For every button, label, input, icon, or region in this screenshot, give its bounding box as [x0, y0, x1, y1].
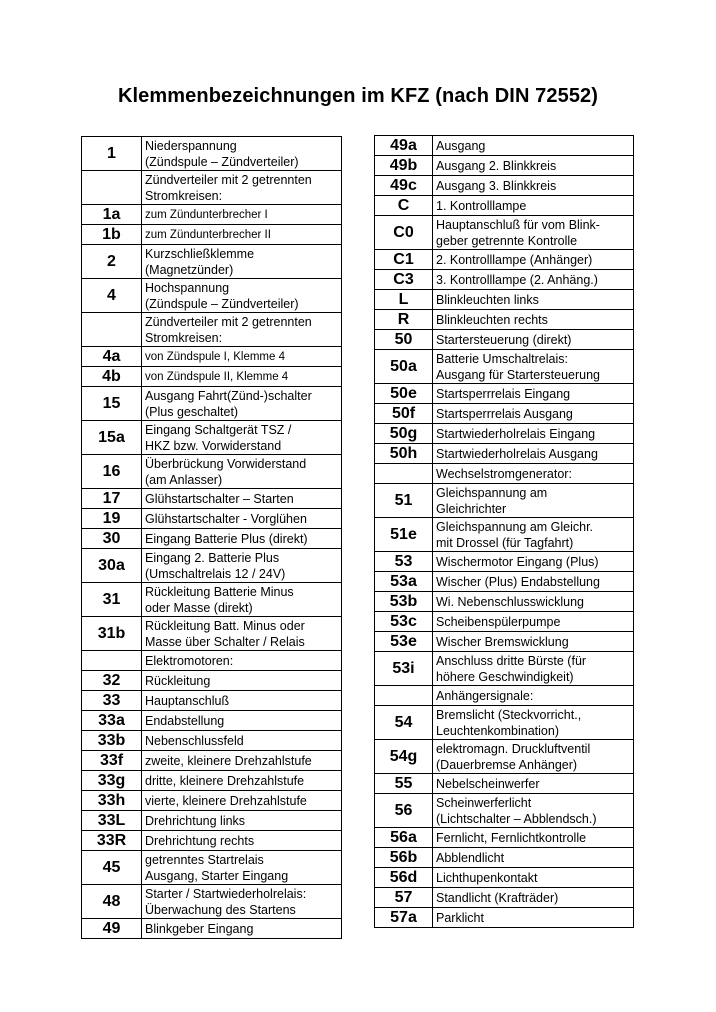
description-line: Lichthupenkontakt [436, 870, 538, 885]
section-heading [142, 171, 342, 205]
description-line: Eingang 2. Batterie Plus [145, 550, 280, 565]
terminal-row [375, 156, 634, 176]
description-line: (Zündspule – Zündverteiler) [145, 296, 299, 311]
right-terminal-table [374, 135, 634, 928]
terminal-row [82, 831, 342, 851]
terminal-code: 51 [375, 484, 433, 518]
terminal-description [433, 424, 634, 444]
terminal-code: 33L [82, 811, 142, 831]
terminal-row [82, 529, 342, 549]
terminal-code: 33 [82, 691, 142, 711]
terminal-description [142, 421, 342, 455]
terminal-row [82, 711, 342, 731]
terminal-row [82, 919, 342, 939]
description-line: Stromkreisen: [145, 188, 223, 203]
terminal-row [375, 424, 634, 444]
description-line: von Zündspule I, Klemme 4 [145, 350, 285, 363]
terminal-description [433, 444, 634, 464]
terminal-description [142, 387, 342, 421]
description-line: (Magnetzünder) [145, 262, 234, 277]
terminal-description [142, 919, 342, 939]
terminal-row [375, 592, 634, 612]
description-line: Nebelscheinwerfer [436, 776, 540, 791]
terminal-code: 4 [82, 279, 142, 313]
description-line: Masse über Schalter / Relais [145, 634, 305, 649]
terminal-code: 50a [375, 350, 433, 384]
terminal-row [82, 367, 342, 387]
terminal-row [82, 347, 342, 367]
terminal-code: 33g [82, 771, 142, 791]
terminal-description [433, 270, 634, 290]
description-line: Hochspannung [145, 280, 230, 295]
description-line: Ausgang 2. Blinkkreis [436, 158, 557, 173]
description-line: Überwachung des Startens [145, 902, 296, 917]
description-line: Startwiederholrelais Ausgang [436, 446, 598, 461]
terminal-row [82, 205, 342, 225]
description-line: (Dauerbremse Anhänger) [436, 757, 578, 772]
terminal-code: 51e [375, 518, 433, 552]
terminal-row [82, 549, 342, 583]
terminal-code: 30 [82, 529, 142, 549]
description-line: zweite, kleinere Drehzahlstufe [145, 753, 312, 768]
terminal-code: 56 [375, 794, 433, 828]
terminal-row [375, 404, 634, 424]
terminal-code: 2 [82, 245, 142, 279]
terminal-code [82, 313, 142, 347]
terminal-description [433, 592, 634, 612]
terminal-description [433, 290, 634, 310]
terminal-description [433, 310, 634, 330]
description-line: Hauptanschluß für vom Blink- [436, 217, 600, 232]
terminal-description [433, 404, 634, 424]
terminal-code: 1a [82, 205, 142, 225]
description-line: Hauptanschluß [145, 693, 230, 708]
page-title: Klemmenbezeichnungen im KFZ (nach DIN 72552) [117, 85, 599, 107]
terminal-description [142, 691, 342, 711]
description-line: Rückleitung Batt. Minus oder [145, 618, 305, 633]
terminal-code: 50h [375, 444, 433, 464]
terminal-description [142, 489, 342, 509]
terminal-code: 33h [82, 791, 142, 811]
terminal-description [433, 740, 634, 774]
description-line: 3. Kontrolllampe (2. Anhäng.) [436, 272, 598, 287]
terminal-description [142, 831, 342, 851]
terminal-code: 54g [375, 740, 433, 774]
terminal-code: 31b [82, 617, 142, 651]
terminal-code [82, 171, 142, 205]
terminal-code: 33R [82, 831, 142, 851]
terminal-row [82, 421, 342, 455]
terminal-row [375, 706, 634, 740]
terminal-row [375, 444, 634, 464]
description-line: Elektromotoren: [145, 653, 234, 668]
description-line: zum Zündunterbrecher I [145, 208, 268, 221]
terminal-row [82, 171, 342, 205]
description-line: (Lichtschalter – Abblendsch.) [436, 811, 597, 826]
terminal-description [142, 529, 342, 549]
terminal-row [82, 651, 342, 671]
terminal-code: 55 [375, 774, 433, 794]
description-line: geber getrennte Kontrolle [436, 233, 578, 248]
terminal-row [375, 686, 634, 706]
description-line: Drehrichtung links [145, 813, 246, 828]
terminal-code: R [375, 310, 433, 330]
terminal-description [142, 851, 342, 885]
terminal-description [142, 791, 342, 811]
terminal-code: 50 [375, 330, 433, 350]
terminal-description [433, 652, 634, 686]
terminal-code: 57 [375, 888, 433, 908]
terminal-description [142, 509, 342, 529]
terminal-code: 33f [82, 751, 142, 771]
description-line: Glühstartschalter - Vorglühen [145, 511, 307, 526]
terminal-description [433, 794, 634, 828]
terminal-row [82, 387, 342, 421]
terminal-code: 33a [82, 711, 142, 731]
description-line: Gleichspannung am [436, 485, 548, 500]
terminal-row [375, 612, 634, 632]
terminal-description [142, 731, 342, 751]
terminal-row [375, 572, 634, 592]
terminal-row [375, 216, 634, 250]
description-line: zum Zündunterbrecher II [145, 228, 271, 241]
terminal-code: 4a [82, 347, 142, 367]
terminal-row [82, 771, 342, 791]
terminal-row [82, 731, 342, 751]
description-line: 1. Kontrolllampe [436, 198, 527, 213]
terminal-row [375, 794, 634, 828]
terminal-code: L [375, 290, 433, 310]
description-line: Ausgang 3. Blinkkreis [436, 178, 557, 193]
description-line: Standlicht (Krafträder) [436, 890, 559, 905]
terminal-row [375, 330, 634, 350]
terminal-row [82, 885, 342, 919]
terminal-description [433, 552, 634, 572]
description-line: Wi. Nebenschlusswicklung [436, 594, 584, 609]
terminal-row [375, 828, 634, 848]
terminal-code: 30a [82, 549, 142, 583]
description-line: mit Drossel (für Tagfahrt) [436, 535, 574, 550]
terminal-code: 57a [375, 908, 433, 928]
description-line: Stromkreisen: [145, 330, 223, 345]
terminal-code: C [375, 196, 433, 216]
description-line: Startwiederholrelais Eingang [436, 426, 596, 441]
description-line: Anschluss dritte Bürste (für [436, 653, 587, 668]
terminal-row [82, 455, 342, 489]
terminal-row [375, 774, 634, 794]
terminal-code [82, 651, 142, 671]
terminal-description [142, 367, 342, 387]
terminal-row [82, 851, 342, 885]
terminal-row [82, 509, 342, 529]
terminal-row [375, 740, 634, 774]
terminal-row [375, 464, 634, 484]
terminal-row [375, 552, 634, 572]
description-line: Zündverteiler mit 2 getrennten [145, 314, 312, 329]
description-line: (am Anlasser) [145, 472, 223, 487]
terminal-row [82, 137, 342, 171]
right-table-body [375, 136, 634, 928]
terminal-description [142, 751, 342, 771]
description-line: Parklicht [436, 910, 484, 925]
terminal-row [375, 136, 634, 156]
description-line: (Plus geschaltet) [145, 404, 239, 419]
terminal-row [82, 691, 342, 711]
left-table-body [82, 137, 342, 939]
description-line: HKZ bzw. Vorwiderstand [145, 438, 282, 453]
terminal-code: 33b [82, 731, 142, 751]
terminal-row [375, 290, 634, 310]
terminal-row [375, 310, 634, 330]
terminal-code: 16 [82, 455, 142, 489]
description-line: Niederspannung [145, 138, 237, 153]
terminal-code: 54 [375, 706, 433, 740]
terminal-row [82, 671, 342, 691]
terminal-description [433, 216, 634, 250]
section-heading [142, 313, 342, 347]
terminal-description [142, 205, 342, 225]
description-line: höhere Geschwindigkeit) [436, 669, 574, 684]
terminal-row [375, 250, 634, 270]
terminal-description [433, 632, 634, 652]
description-line: Ausgang Fahrt(Zünd-)schalter [145, 388, 312, 403]
description-line: Endabstellung [145, 713, 225, 728]
description-line: Leuchtenkombination) [436, 723, 559, 738]
description-line: Ausgang, Starter Eingang [145, 868, 289, 883]
terminal-description [142, 279, 342, 313]
description-line: Zündverteiler mit 2 getrennten [145, 172, 312, 187]
description-line: Bremslicht (Steckvorricht., [436, 707, 582, 722]
description-line: Wischermotor Eingang (Plus) [436, 554, 599, 569]
terminal-code: 49a [375, 136, 433, 156]
terminal-row [82, 225, 342, 245]
description-line: Überbrückung Vorwiderstand [145, 456, 307, 471]
terminal-code: 53c [375, 612, 433, 632]
description-line: Fernlicht, Fernlichtkontrolle [436, 830, 587, 845]
description-line: Rückleitung Batterie Minus [145, 584, 294, 599]
description-line: Drehrichtung rechts [145, 833, 255, 848]
description-line: oder Masse (direkt) [145, 600, 253, 615]
terminal-row [375, 176, 634, 196]
description-line: (Zündspule – Zündverteiler) [145, 154, 299, 169]
terminal-description [433, 384, 634, 404]
terminal-description [433, 706, 634, 740]
terminal-row [375, 384, 634, 404]
left-terminal-table [81, 136, 342, 939]
terminal-description [142, 671, 342, 691]
terminal-description [142, 771, 342, 791]
description-line: Wischer (Plus) Endabstellung [436, 574, 600, 589]
terminal-description [142, 137, 342, 171]
terminal-row [375, 484, 634, 518]
terminal-description [142, 549, 342, 583]
description-line: elektromagn. Druckluftventil [436, 741, 591, 756]
terminal-code: 49b [375, 156, 433, 176]
terminal-row [375, 350, 634, 384]
terminal-description [433, 196, 634, 216]
terminal-code: C0 [375, 216, 433, 250]
description-line: Glühstartschalter – Starten [145, 491, 294, 506]
terminal-row [375, 270, 634, 290]
terminal-code: 15 [82, 387, 142, 421]
terminal-row [82, 811, 342, 831]
terminal-code: 49c [375, 176, 433, 196]
description-line: vierte, kleinere Drehzahlstufe [145, 793, 307, 808]
terminal-row [82, 489, 342, 509]
description-line: Blinkleuchten links [436, 292, 539, 307]
terminal-description [142, 885, 342, 919]
terminal-code: 32 [82, 671, 142, 691]
terminal-description [142, 711, 342, 731]
terminal-code [375, 464, 433, 484]
description-line: Eingang Schaltgerät TSZ / [145, 422, 292, 437]
terminal-code: C3 [375, 270, 433, 290]
terminal-code: 53 [375, 552, 433, 572]
terminal-code: 53b [375, 592, 433, 612]
description-line: von Zündspule II, Klemme 4 [145, 370, 289, 383]
terminal-code: 56a [375, 828, 433, 848]
terminal-row [375, 196, 634, 216]
terminal-row [82, 583, 342, 617]
terminal-code: 53e [375, 632, 433, 652]
description-line: Startsperrrelais Ausgang [436, 406, 573, 421]
description-line: Starter / Startwiederholrelais: [145, 886, 307, 901]
terminal-code: 45 [82, 851, 142, 885]
terminal-description [433, 330, 634, 350]
description-line: Rückleitung [145, 673, 211, 688]
description-line: Blinkleuchten rechts [436, 312, 548, 327]
terminal-row [82, 313, 342, 347]
terminal-row [375, 888, 634, 908]
description-line: Ausgang [436, 138, 486, 153]
terminal-code: C1 [375, 250, 433, 270]
terminal-row [375, 652, 634, 686]
description-line: Gleichspannung am Gleichr. [436, 519, 594, 534]
terminal-description [433, 848, 634, 868]
description-line: Batterie Umschaltrelais: [436, 351, 568, 366]
description-line: Scheibenspülerpumpe [436, 614, 561, 629]
terminal-description [142, 811, 342, 831]
terminal-code: 53a [375, 572, 433, 592]
terminal-description [433, 176, 634, 196]
section-heading [142, 651, 342, 671]
terminal-description [433, 908, 634, 928]
terminal-code: 50e [375, 384, 433, 404]
terminal-code: 50f [375, 404, 433, 424]
terminal-code: 17 [82, 489, 142, 509]
terminal-description [142, 245, 342, 279]
description-line: dritte, kleinere Drehzahlstufe [145, 773, 305, 788]
terminal-description [433, 888, 634, 908]
terminal-code: 15a [82, 421, 142, 455]
terminal-code: 56d [375, 868, 433, 888]
terminal-code: 4b [82, 367, 142, 387]
description-line: Gleichrichter [436, 501, 507, 516]
description-line: Abblendlicht [436, 850, 505, 865]
terminal-row [375, 868, 634, 888]
terminal-description [433, 250, 634, 270]
terminal-code: 56b [375, 848, 433, 868]
terminal-code: 48 [82, 885, 142, 919]
terminal-description [433, 136, 634, 156]
description-line: 2. Kontrolllampe (Anhänger) [436, 252, 593, 267]
description-line: Startsperrrelais Eingang [436, 386, 571, 401]
terminal-description [433, 572, 634, 592]
terminal-row [375, 908, 634, 928]
terminal-row [82, 791, 342, 811]
terminal-description [433, 828, 634, 848]
terminal-description [142, 617, 342, 651]
description-line: Nebenschlussfeld [145, 733, 244, 748]
terminal-description [142, 455, 342, 489]
terminal-code: 53i [375, 652, 433, 686]
terminal-description [433, 612, 634, 632]
terminal-description [142, 225, 342, 245]
section-heading [433, 464, 634, 484]
description-line: Ausgang für Startersteuerung [436, 367, 600, 382]
terminal-description [142, 347, 342, 367]
description-line: Eingang Batterie Plus (direkt) [145, 531, 308, 546]
description-line: (Umschaltrelais 12 / 24V) [145, 566, 286, 581]
terminal-row [82, 617, 342, 651]
terminal-row [82, 751, 342, 771]
description-line: Kurzschließklemme [145, 246, 255, 261]
terminal-description [142, 583, 342, 617]
description-line: Blinkgeber Eingang [145, 921, 254, 936]
terminal-row [375, 632, 634, 652]
terminal-code: 19 [82, 509, 142, 529]
terminal-code: 49 [82, 919, 142, 939]
terminal-code: 31 [82, 583, 142, 617]
terminal-description [433, 774, 634, 794]
terminal-description [433, 868, 634, 888]
description-line: Anhängersignale: [436, 688, 534, 703]
description-line: Wechselstromgenerator: [436, 466, 572, 481]
description-line: Wischer Bremswicklung [436, 634, 569, 649]
terminal-row [82, 245, 342, 279]
description-line: Startersteuerung (direkt) [436, 332, 572, 347]
terminal-code: 1b [82, 225, 142, 245]
terminal-code: 50g [375, 424, 433, 444]
terminal-description [433, 156, 634, 176]
terminal-row [82, 279, 342, 313]
terminal-code [375, 686, 433, 706]
terminal-row [375, 848, 634, 868]
terminal-description [433, 518, 634, 552]
terminal-description [433, 484, 634, 518]
terminal-description [433, 350, 634, 384]
terminal-code: 1 [82, 137, 142, 171]
description-line: getrenntes Startrelais [145, 852, 264, 867]
section-heading [433, 686, 634, 706]
terminal-row [375, 518, 634, 552]
description-line: Scheinwerferlicht [436, 795, 532, 810]
